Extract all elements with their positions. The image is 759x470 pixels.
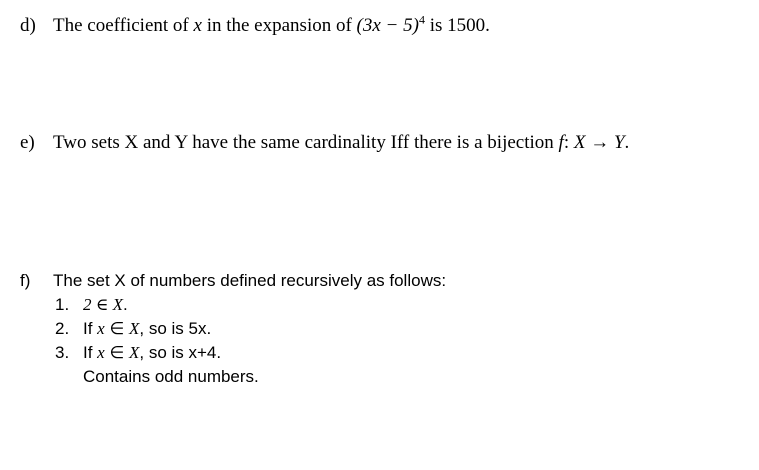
statement-d-expression: (3x − 5) [356,15,419,36]
list-item-number: 2. [55,319,70,338]
statement-d-text [53,14,490,38]
list-item-element-of: ∈ [104,319,129,338]
statement-d-text-3: is 1500. [424,15,490,36]
statement-e-colon: : [563,132,574,153]
statement-d [0,14,759,38]
statement-e-arrow: → [585,132,614,153]
statement-e-marker: e) [20,132,35,153]
statement-f-note: Contains odd numbers. [83,367,259,386]
statement-d-text-1: The coefficient of [53,15,194,36]
statement-e-codomain: Y [613,132,625,153]
list-item-suffix: , so is x+4. [139,343,222,362]
list-item-element-of: ∈ [104,343,129,362]
list-item-suffix: , so is 5x. [139,319,212,338]
list-item-prefix: If [83,343,98,362]
list-item-text [83,294,128,316]
statement-d-exponent: 4 [418,12,425,27]
statement-d-marker: d) [20,15,36,36]
statement-f-text: The set X of numbers defined recursively as follows: [53,271,447,290]
list-item-variable: x [97,319,105,338]
list-item-text [83,342,221,364]
statement-e-text [53,131,629,155]
statement-d-text-2: in the expansion of [201,15,357,36]
statement-e-period: . [624,132,630,153]
list-item-number: 1. [55,295,70,314]
list-item-set: X [128,319,140,338]
statement-e [0,131,759,155]
statement-f [0,270,759,400]
list-item-number: 3. [55,343,70,362]
statement-e-function: f [558,132,564,153]
list-item-prefix: If [83,319,98,338]
statement-d-variable: x [193,15,202,36]
statement-f-marker: f) [20,271,31,290]
list-item-math: 2 ∈ X [83,295,123,314]
statement-e-text-1: Two sets X and Y have the same cardinality Iff there is a bijection [53,132,559,153]
list-item-period: . [122,295,128,314]
list-item-variable: x [97,343,105,362]
list-item-set: X [128,343,140,362]
list-item-text [83,318,211,340]
statement-e-domain: X [573,132,586,153]
